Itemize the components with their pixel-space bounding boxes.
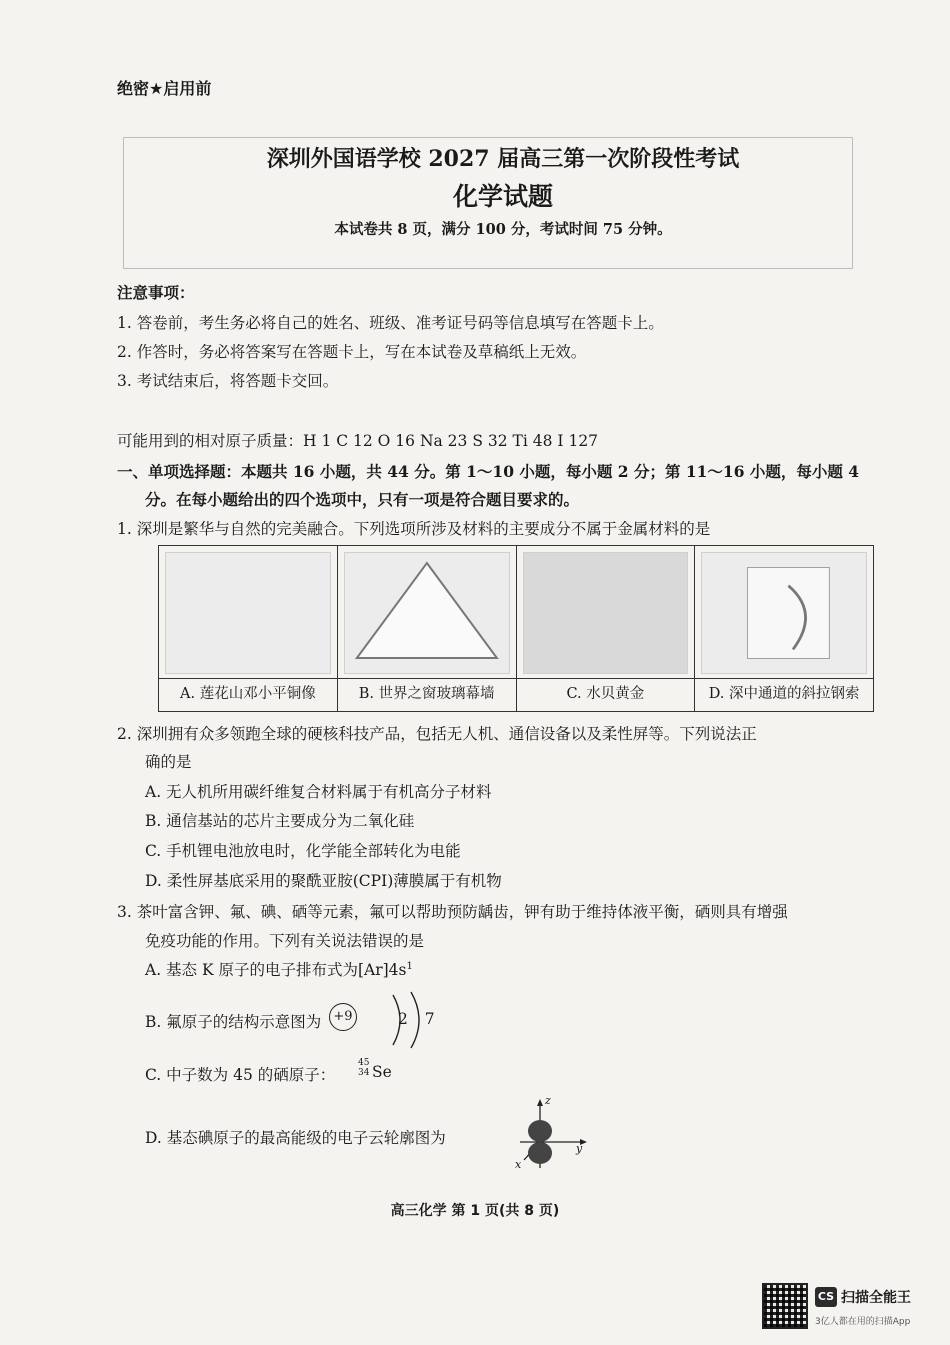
q1-option-d-cell[interactable]: [695, 546, 873, 711]
selenium-nuclide-numbers: [358, 1058, 369, 1078]
exam-meta: 本试卷共 8 页，满分 100 分，考试时间 75 分钟。: [334, 221, 672, 238]
glass-curtain-wall-photo: [344, 552, 510, 674]
exam-title: 深圳外国语学校 2027 届高三第一次阶段性考试: [266, 146, 740, 172]
nucleus-circle: +9: [329, 1003, 357, 1031]
electron-shell-counts: 2 7: [398, 1010, 441, 1028]
q1-option-b: B. 世界之窗玻璃幕墙: [338, 678, 516, 711]
qr-code-icon: [762, 1283, 808, 1329]
q3-stem: 3. 茶叶富含钾、氟、碘、硒等元素，氟可以帮助预防龋齿，钾有助于维持体液平衡，硒则具有增强: [117, 903, 788, 921]
axis-x-label: x: [515, 1158, 522, 1171]
steel-cable-photo: [701, 552, 867, 674]
q1-option-d: D. 深中通道的斜拉钢索: [695, 678, 873, 711]
q3-option-b[interactable]: [145, 1010, 321, 1032]
bronze-statue-photo: [165, 552, 331, 674]
selenium-symbol: Se: [372, 1063, 392, 1081]
pyramid-icon: [345, 553, 509, 673]
q2-option-c[interactable]: C. 手机锂电池放电时，化学能全部转化为电能: [145, 842, 461, 860]
page-footer: 高三化学 第 1 页(共 8 页): [390, 1203, 560, 1219]
q1-option-a: A. 莲花山邓小平铜像: [159, 678, 337, 711]
fluorine-structure-diagram: [329, 1003, 357, 1031]
q2-stem: 2. 深圳拥有众多领跑全球的硬核科技产品，包括无人机、通信设备以及柔性屏等。下列说法正: [117, 725, 757, 743]
q3-option-c[interactable]: [145, 1063, 335, 1085]
mass-number: 45: [358, 1058, 370, 1068]
axis-z-label: z: [545, 1094, 551, 1107]
q2-stem-cont: 确的是: [145, 753, 192, 771]
scanner-tagline: 3亿人都在用的扫描App: [815, 1317, 911, 1327]
section-1-heading: 一、单项选择题：本题共 16 小题，共 44 分。第 1～10 小题，每小题 2 分；第 11～16 小题，每小题 4: [117, 462, 860, 481]
q1-option-a-cell[interactable]: [159, 546, 338, 711]
notes-heading: 注意事项：: [117, 283, 195, 302]
q3-option-a[interactable]: [145, 958, 413, 980]
exam-subject: 化学试题: [452, 182, 553, 211]
q3-option-b-text: B. 氟原子的结构示意图为: [145, 1013, 322, 1031]
q3-stem-cont: 免疫功能的作用。下列有关说法错误的是: [145, 932, 425, 950]
axis-y-label: y: [576, 1142, 583, 1155]
q2-option-d[interactable]: D. 柔性屏基底采用的聚酰亚胺(CPI)薄膜属于有机物: [145, 872, 502, 890]
atomic-masses: 可能用到的相对原子质量：H 1 C 12 O 16 Na 23 S 32 Ti 48 I 127: [117, 432, 599, 450]
q1-options-table: [158, 545, 874, 712]
confidential-label: 绝密★启用前: [117, 79, 212, 98]
q1-option-b-cell[interactable]: [338, 546, 517, 711]
note-item-3: 3. 考试结束后，将答题卡交回。: [117, 372, 339, 390]
q3-option-c-text: C. 中子数为 45 的硒原子：: [145, 1066, 336, 1084]
atomic-number: 34: [358, 1068, 370, 1078]
q2-option-a[interactable]: A. 无人机所用碳纤维复合材料属于有机高分子材料: [145, 783, 492, 801]
bridge-cable-icon: [702, 553, 866, 673]
gold-photo: [523, 552, 689, 674]
q3-option-a-text: A. 基态 K 原子的电子排布式为[Ar]4s: [145, 961, 407, 979]
q3-option-a-superscript: 1: [406, 960, 413, 972]
q1-stem: 1. 深圳是繁华与自然的完美融合。下列选项所涉及材料的主要成分不属于金属材料的是: [117, 520, 711, 538]
scanner-app-name: 扫描全能王: [841, 1290, 911, 1306]
note-item-1: 1. 答卷前，考生务必将自己的姓名、班级、准考证号码等信息填写在答题卡上。: [117, 314, 664, 332]
camscanner-logo-icon: CS: [815, 1287, 837, 1307]
q1-option-c-cell[interactable]: [517, 546, 696, 711]
q2-option-b[interactable]: B. 通信基站的芯片主要成分为二氧化硅: [145, 812, 415, 830]
q3-option-d[interactable]: [145, 1126, 446, 1148]
section-1-heading-cont: 分。在每小题给出的四个选项中，只有一项是符合题目要求的。: [145, 490, 580, 509]
note-item-2: 2. 作答时，务必将答案写在答题卡上，写在本试卷及草稿纸上无效。: [117, 343, 587, 361]
p-orbital-diagram: [510, 1096, 590, 1172]
q1-option-c: C. 水贝黄金: [517, 678, 695, 711]
q3-option-d-text: D. 基态碘原子的最高能级的电子云轮廓图为: [145, 1129, 446, 1147]
